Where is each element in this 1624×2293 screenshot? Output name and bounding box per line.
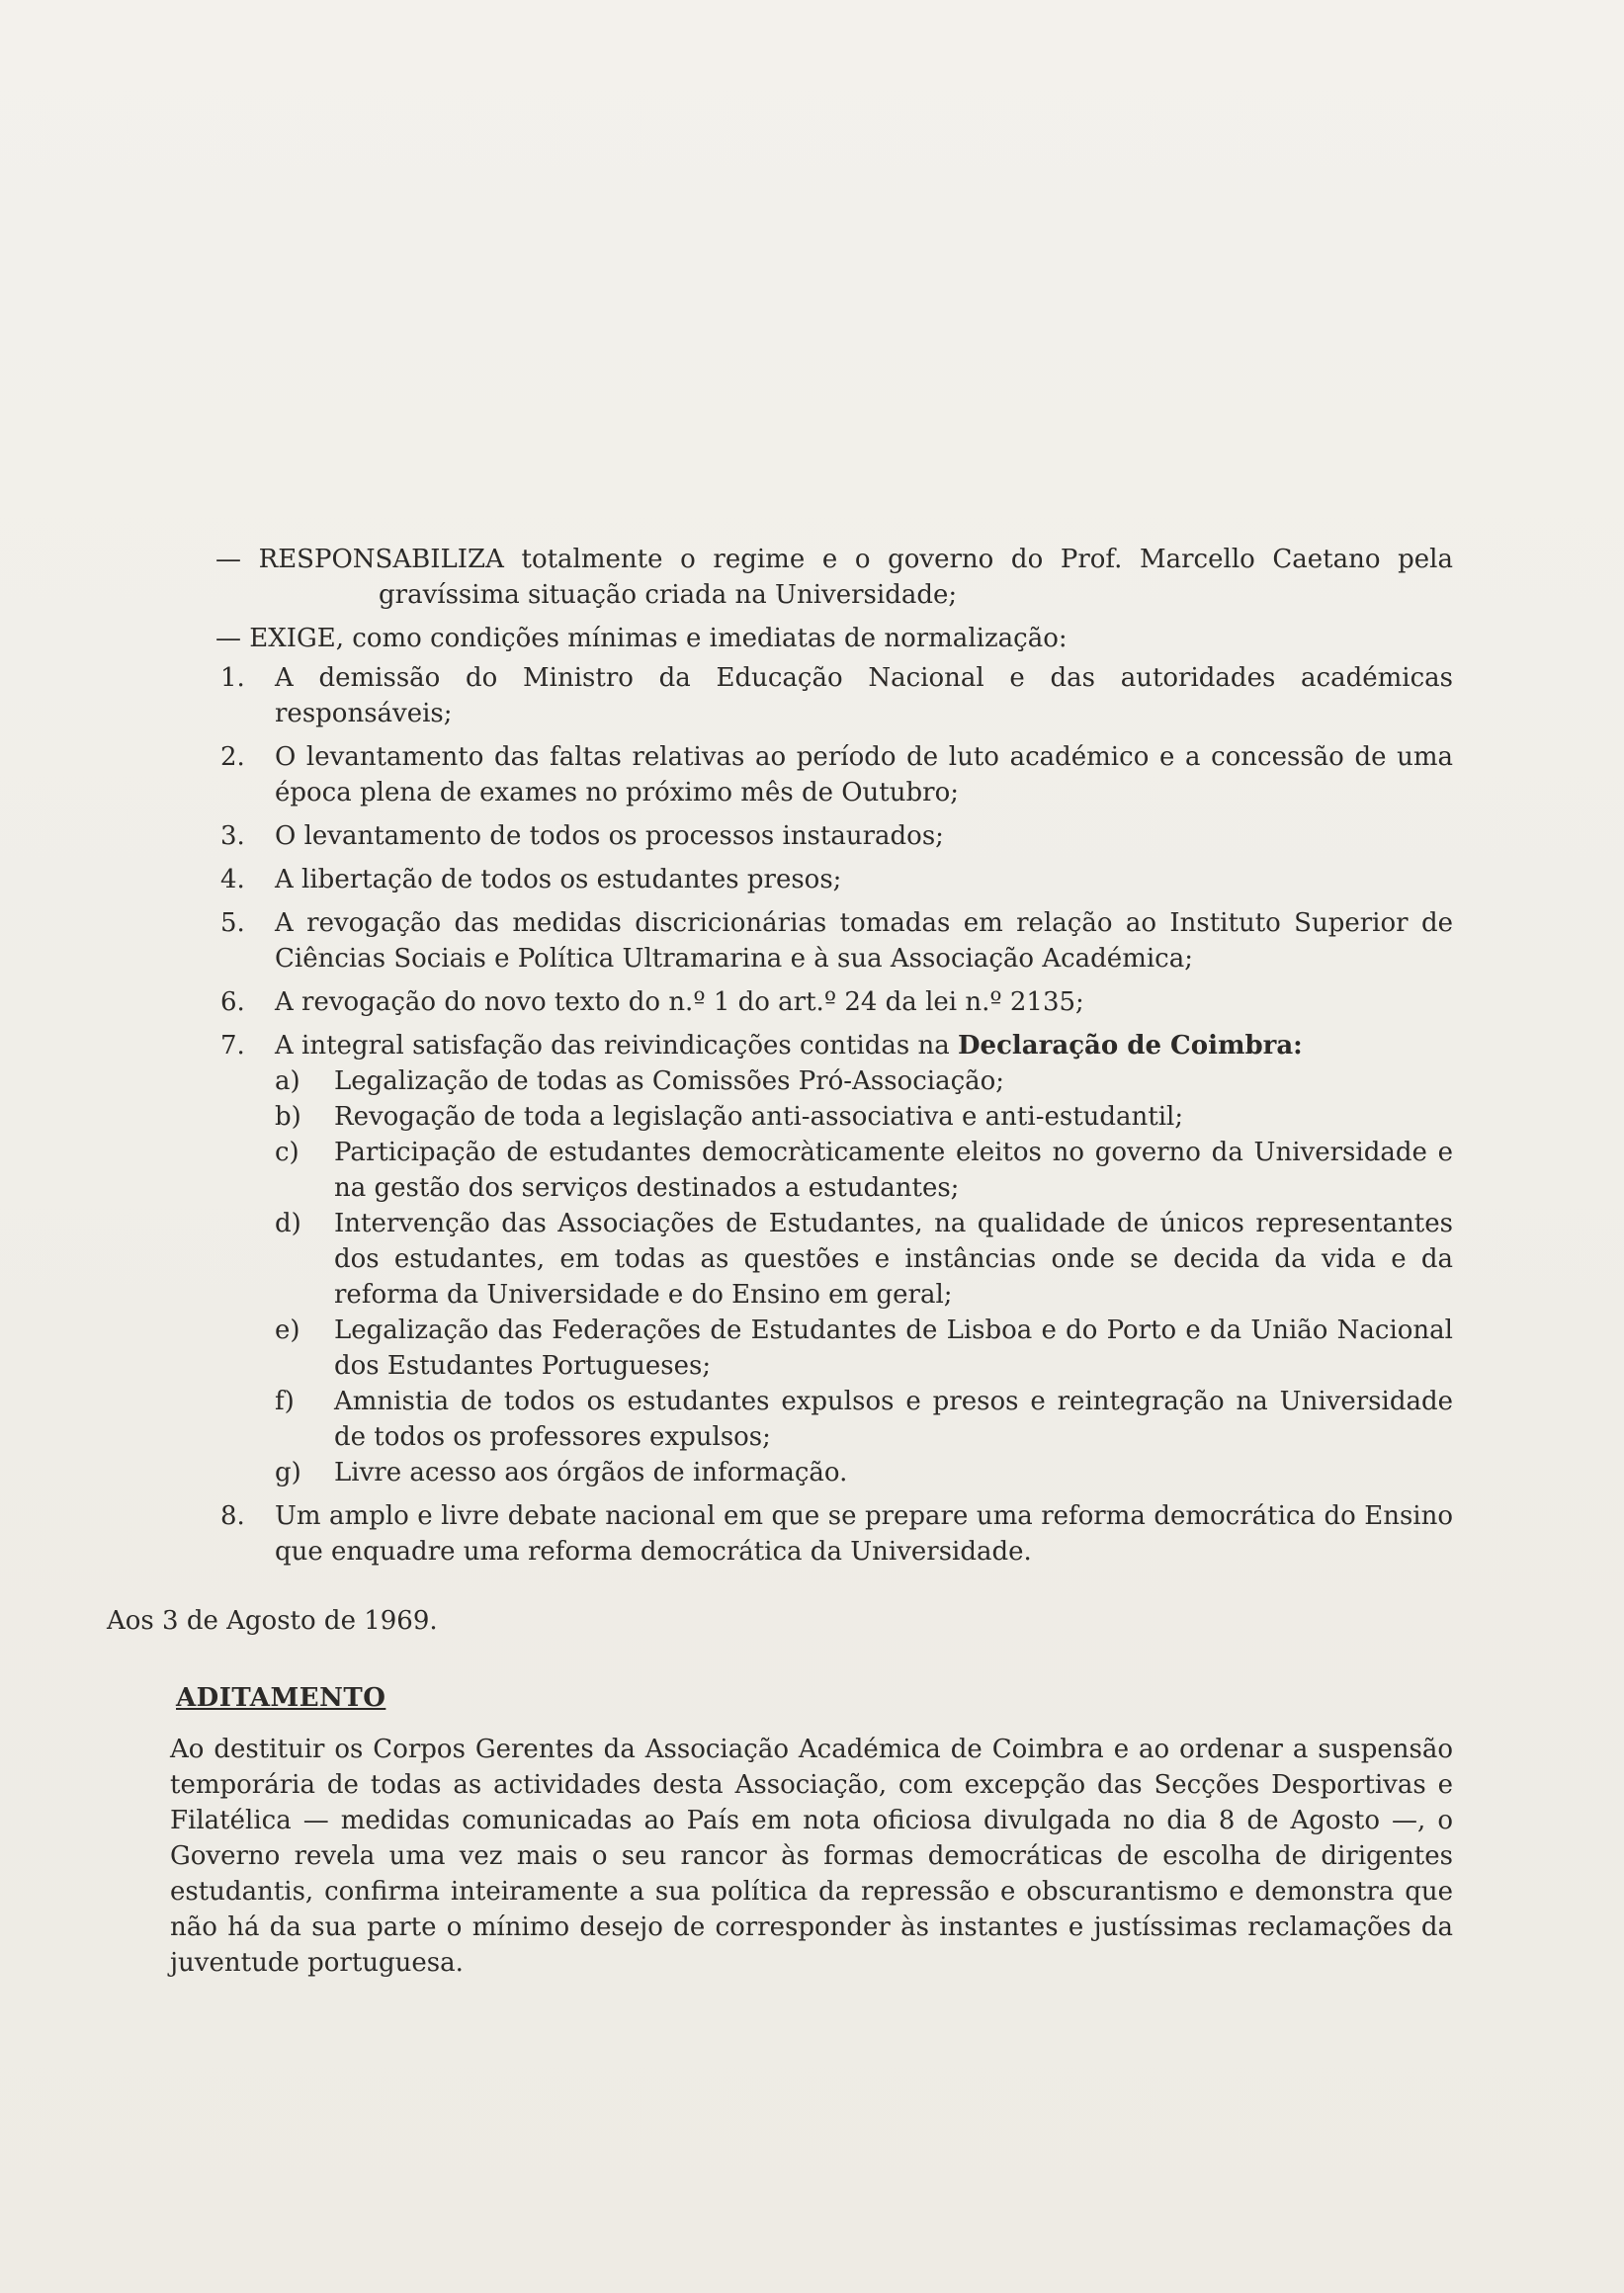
coimbra-subitems-list bbox=[275, 1063, 1453, 1490]
demand-item bbox=[107, 739, 1453, 810]
demand-number: 8. bbox=[220, 1501, 245, 1531]
demand-number: 4. bbox=[220, 865, 245, 894]
demand-item bbox=[107, 1498, 1453, 1570]
document-date: Aos 3 de Agosto de 1969. bbox=[107, 1606, 438, 1636]
exige-paragraph: — EXIGE, como condições mínimas e imediatas de normalização: bbox=[215, 624, 1068, 653]
subitem bbox=[275, 1206, 1453, 1313]
demand-text: A demissão do Ministro da Educação Nacional e das autoridades académicas responsáveis; bbox=[275, 663, 1453, 728]
demand-number: 1. bbox=[220, 663, 245, 693]
demand-text: O levantamento de todos os processos instaurados; bbox=[275, 821, 944, 851]
responsabiliza-paragraph: — RESPONSABILIZA totalmente o regime e o governo do Prof. Marcello Caetano pela gravíssima situação criada na Universidade; bbox=[215, 545, 1453, 610]
demand-text: A integral satisfação das reivindicações contidas na bbox=[275, 1031, 958, 1061]
demand-text: A libertação de todos os estudantes presos; bbox=[275, 865, 842, 894]
subitem-letter: d) bbox=[275, 1209, 301, 1238]
subitem-text: Participação de estudantes democràticamente eleitos no governo da Universidade e na gestão dos serviços destinados a estudantes; bbox=[334, 1138, 1453, 1203]
demand-item bbox=[107, 862, 1453, 897]
demands-list bbox=[107, 660, 1453, 1570]
declaracao-coimbra-bold: Declaração de Coimbra: bbox=[958, 1031, 1303, 1061]
demand-text: A revogação das medidas discricionárias tomadas em relação ao Instituto Superior de Ciências Sociais e Política Ultramarina e à sua Associação Académica; bbox=[275, 908, 1453, 974]
demand-number: 2. bbox=[220, 742, 245, 772]
aditamento-paragraph: Ao destituir os Corpos Gerentes da Associação Académica de Coimbra e ao ordenar a suspensão temporária de todas as actividades desta Associação, com excepção das Secções Desportivas e Filatélica — medidas comunicadas ao País em nota oficiosa divulgada no dia 8 de Agosto —, o Governo revela uma vez mais o seu rancor às formas democráticas de escolha de dirigentes estudantis, confirma inteiramente a sua política da repressão e obscurantismo e demonstra que não há da sua parte o mínimo desejo de corresponder às instantes e justíssimas reclamações da juventude portuguesa. bbox=[170, 1735, 1453, 1978]
demand-text: A revogação do novo texto do n.º 1 do art.º 24 da lei n.º 2135; bbox=[275, 987, 1084, 1017]
subitem bbox=[275, 1063, 1453, 1099]
document-content bbox=[107, 542, 1453, 1981]
demand-item bbox=[107, 905, 1453, 977]
subitem bbox=[275, 1455, 1453, 1490]
demand-text: O levantamento das faltas relativas ao período de luto académico e a concessão de uma época plena de exames no próximo mês de Outubro; bbox=[275, 742, 1453, 807]
subitem bbox=[275, 1099, 1453, 1135]
aditamento-heading: ADITAMENTO bbox=[176, 1683, 386, 1713]
subitem-letter: g) bbox=[275, 1458, 301, 1487]
subitem-letter: f) bbox=[275, 1387, 295, 1416]
demand-item bbox=[107, 984, 1453, 1020]
demand-item bbox=[107, 660, 1453, 731]
demand-number: 5. bbox=[220, 908, 245, 938]
subitem-text: Revogação de toda a legislação anti-associativa e anti-estudantil; bbox=[334, 1102, 1184, 1132]
demand-item bbox=[107, 1028, 1453, 1490]
subitem-letter: c) bbox=[275, 1138, 299, 1167]
demand-number: 3. bbox=[220, 821, 245, 851]
demand-number: 7. bbox=[220, 1031, 245, 1061]
subitem-letter: e) bbox=[275, 1316, 300, 1345]
subitem bbox=[275, 1135, 1453, 1206]
subitem bbox=[275, 1384, 1453, 1455]
demand-text: Um amplo e livre debate nacional em que se prepare uma reforma democrática do Ensino que enquadre uma reforma democrática da Universidade. bbox=[275, 1501, 1453, 1567]
subitem-letter: a) bbox=[275, 1066, 300, 1096]
subitem-text: Amnistia de todos os estudantes expulsos e presos e reintegração na Universidade de todos os professores expulsos; bbox=[334, 1387, 1453, 1452]
subitem bbox=[275, 1313, 1453, 1384]
subitem-text: Legalização das Federações de Estudantes de Lisboa e do Porto e da União Nacional dos Estudantes Portugueses; bbox=[334, 1316, 1453, 1381]
demand-number: 6. bbox=[220, 987, 245, 1017]
demand-item bbox=[107, 818, 1453, 854]
subitem-text: Livre acesso aos órgãos de informação. bbox=[334, 1458, 848, 1487]
subitem-text: Intervenção das Associações de Estudantes, na qualidade de únicos representantes dos estudantes, em todas as questões e instâncias onde se decida da vida e da reforma da Universidade e do Ensino em geral; bbox=[334, 1209, 1453, 1310]
subitem-text: Legalização de todas as Comissões Pró-Associação; bbox=[334, 1066, 1005, 1096]
subitem-letter: b) bbox=[275, 1102, 301, 1132]
